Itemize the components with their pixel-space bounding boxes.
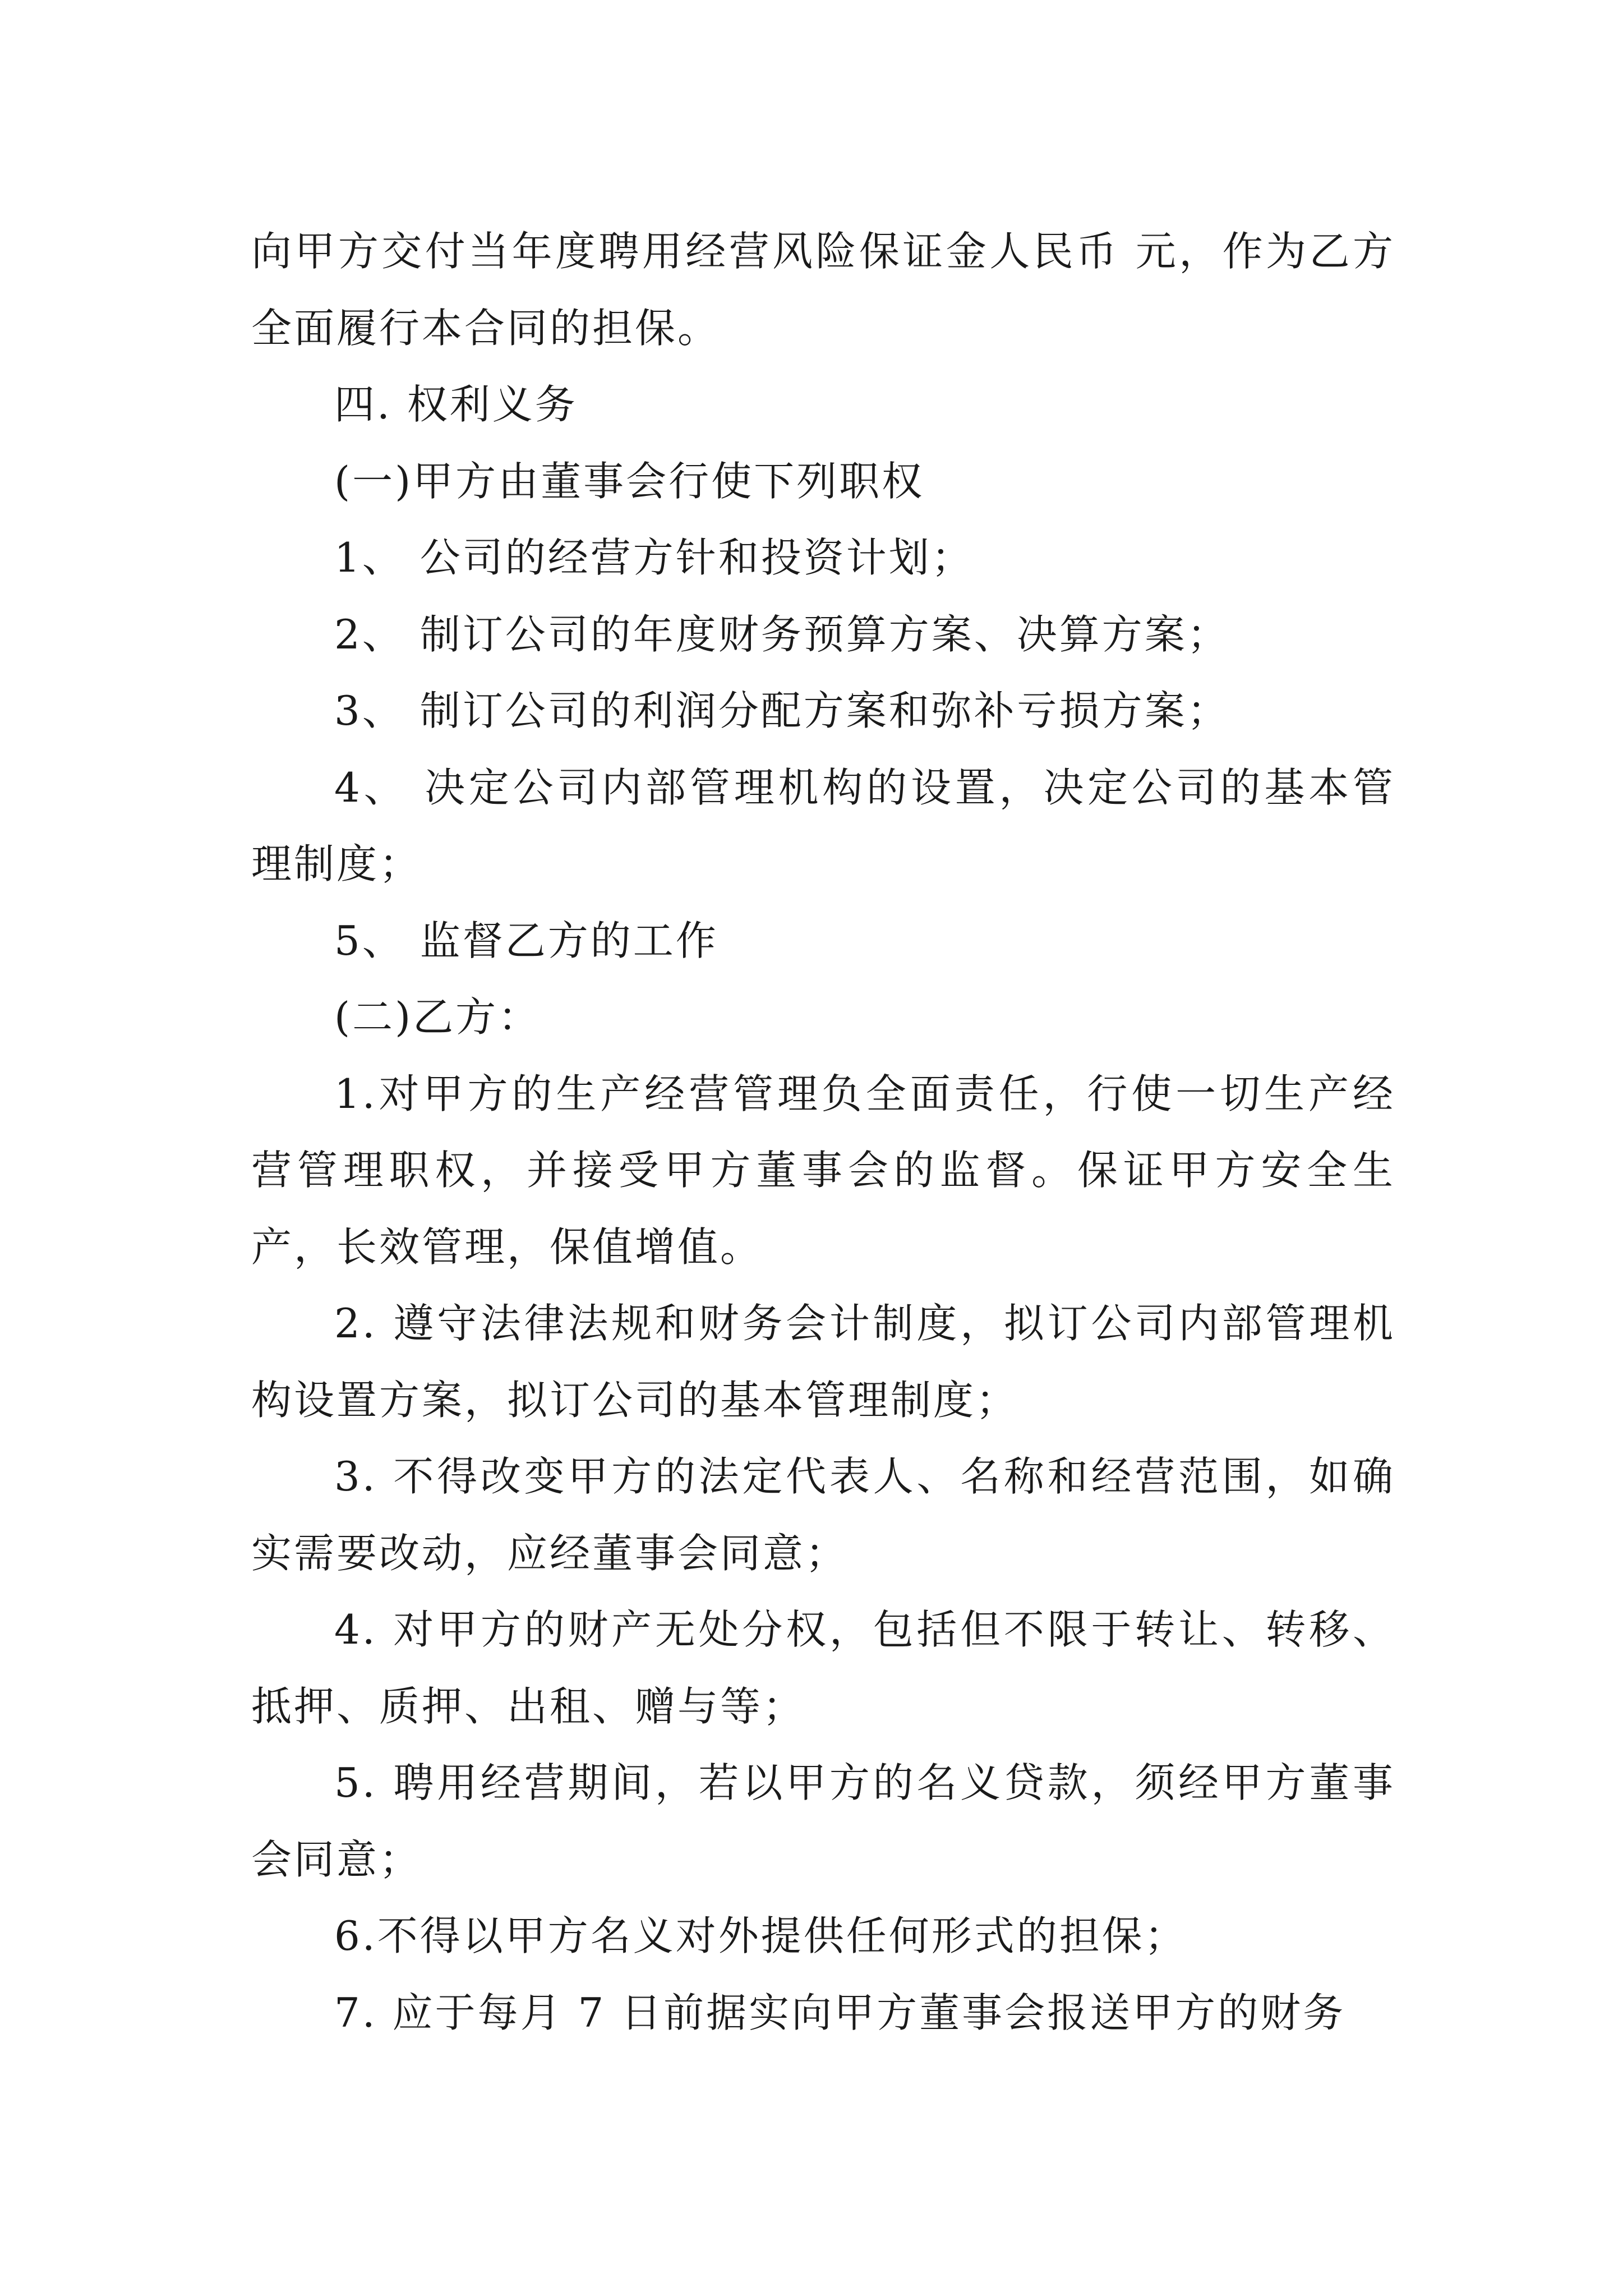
party-a-item-3: 3、 制订公司的利润分配方案和弥补亏损方案； (334, 687, 1230, 734)
party-b-item-6: 6.不得以甲方名义对外提供任何形式的担保； (334, 1912, 1187, 1959)
subsection-heading-party-b: (二)乙方： (334, 993, 541, 1041)
contract-body (251, 213, 1395, 2051)
party-b-item-7: 7. 应于每月 7 日前据实向甲方董事会报送甲方的财务 (334, 1989, 1346, 2036)
party-b-item-1: 1.对甲方的生产经营管理负全面责任，行使一切生产经营管理职权，并接受甲方董事会的监督。保证甲方安全生产，长效管理，保值增值。 (251, 1070, 1395, 1271)
paragraph-guarantee-deposit: 向甲方交付当年度聘用经营风险保证金人民币 元，作为乙方全面履行本合同的担保。 (251, 228, 1395, 352)
party-a-item-2: 2、 制订公司的年度财务预算方案、决算方案； (334, 610, 1230, 658)
party-a-item-4: 4、 决定公司内部管理机构的设置，决定公司的基本管理制度； (251, 763, 1395, 887)
party-a-item-5: 5、 监督乙方的工作 (334, 917, 718, 964)
subsection-heading-party-a: (一)甲方由董事会行使下列职权 (334, 457, 925, 505)
party-b-item-2: 2. 遵守法律法规和财务会计制度，拟订公司内部管理机构设置方案，拟订公司的基本管理制度； (251, 1300, 1395, 1424)
party-b-item-5: 5. 聘用经营期间，若以甲方的名义贷款，须经甲方董事会同意； (251, 1759, 1395, 1883)
party-b-item-4: 4. 对甲方的财产无处分权，包括但不限于转让、转移、抵押、质押、出租、赠与等； (251, 1606, 1395, 1730)
party-a-item-1: 1、 公司的经营方针和投资计划； (334, 534, 974, 581)
section-heading-rights-obligations: 四. 权利义务 (334, 381, 578, 428)
party-b-item-3: 3. 不得改变甲方的法定代表人、名称和经营范围，如确实需要改动，应经董事会同意； (251, 1453, 1395, 1577)
